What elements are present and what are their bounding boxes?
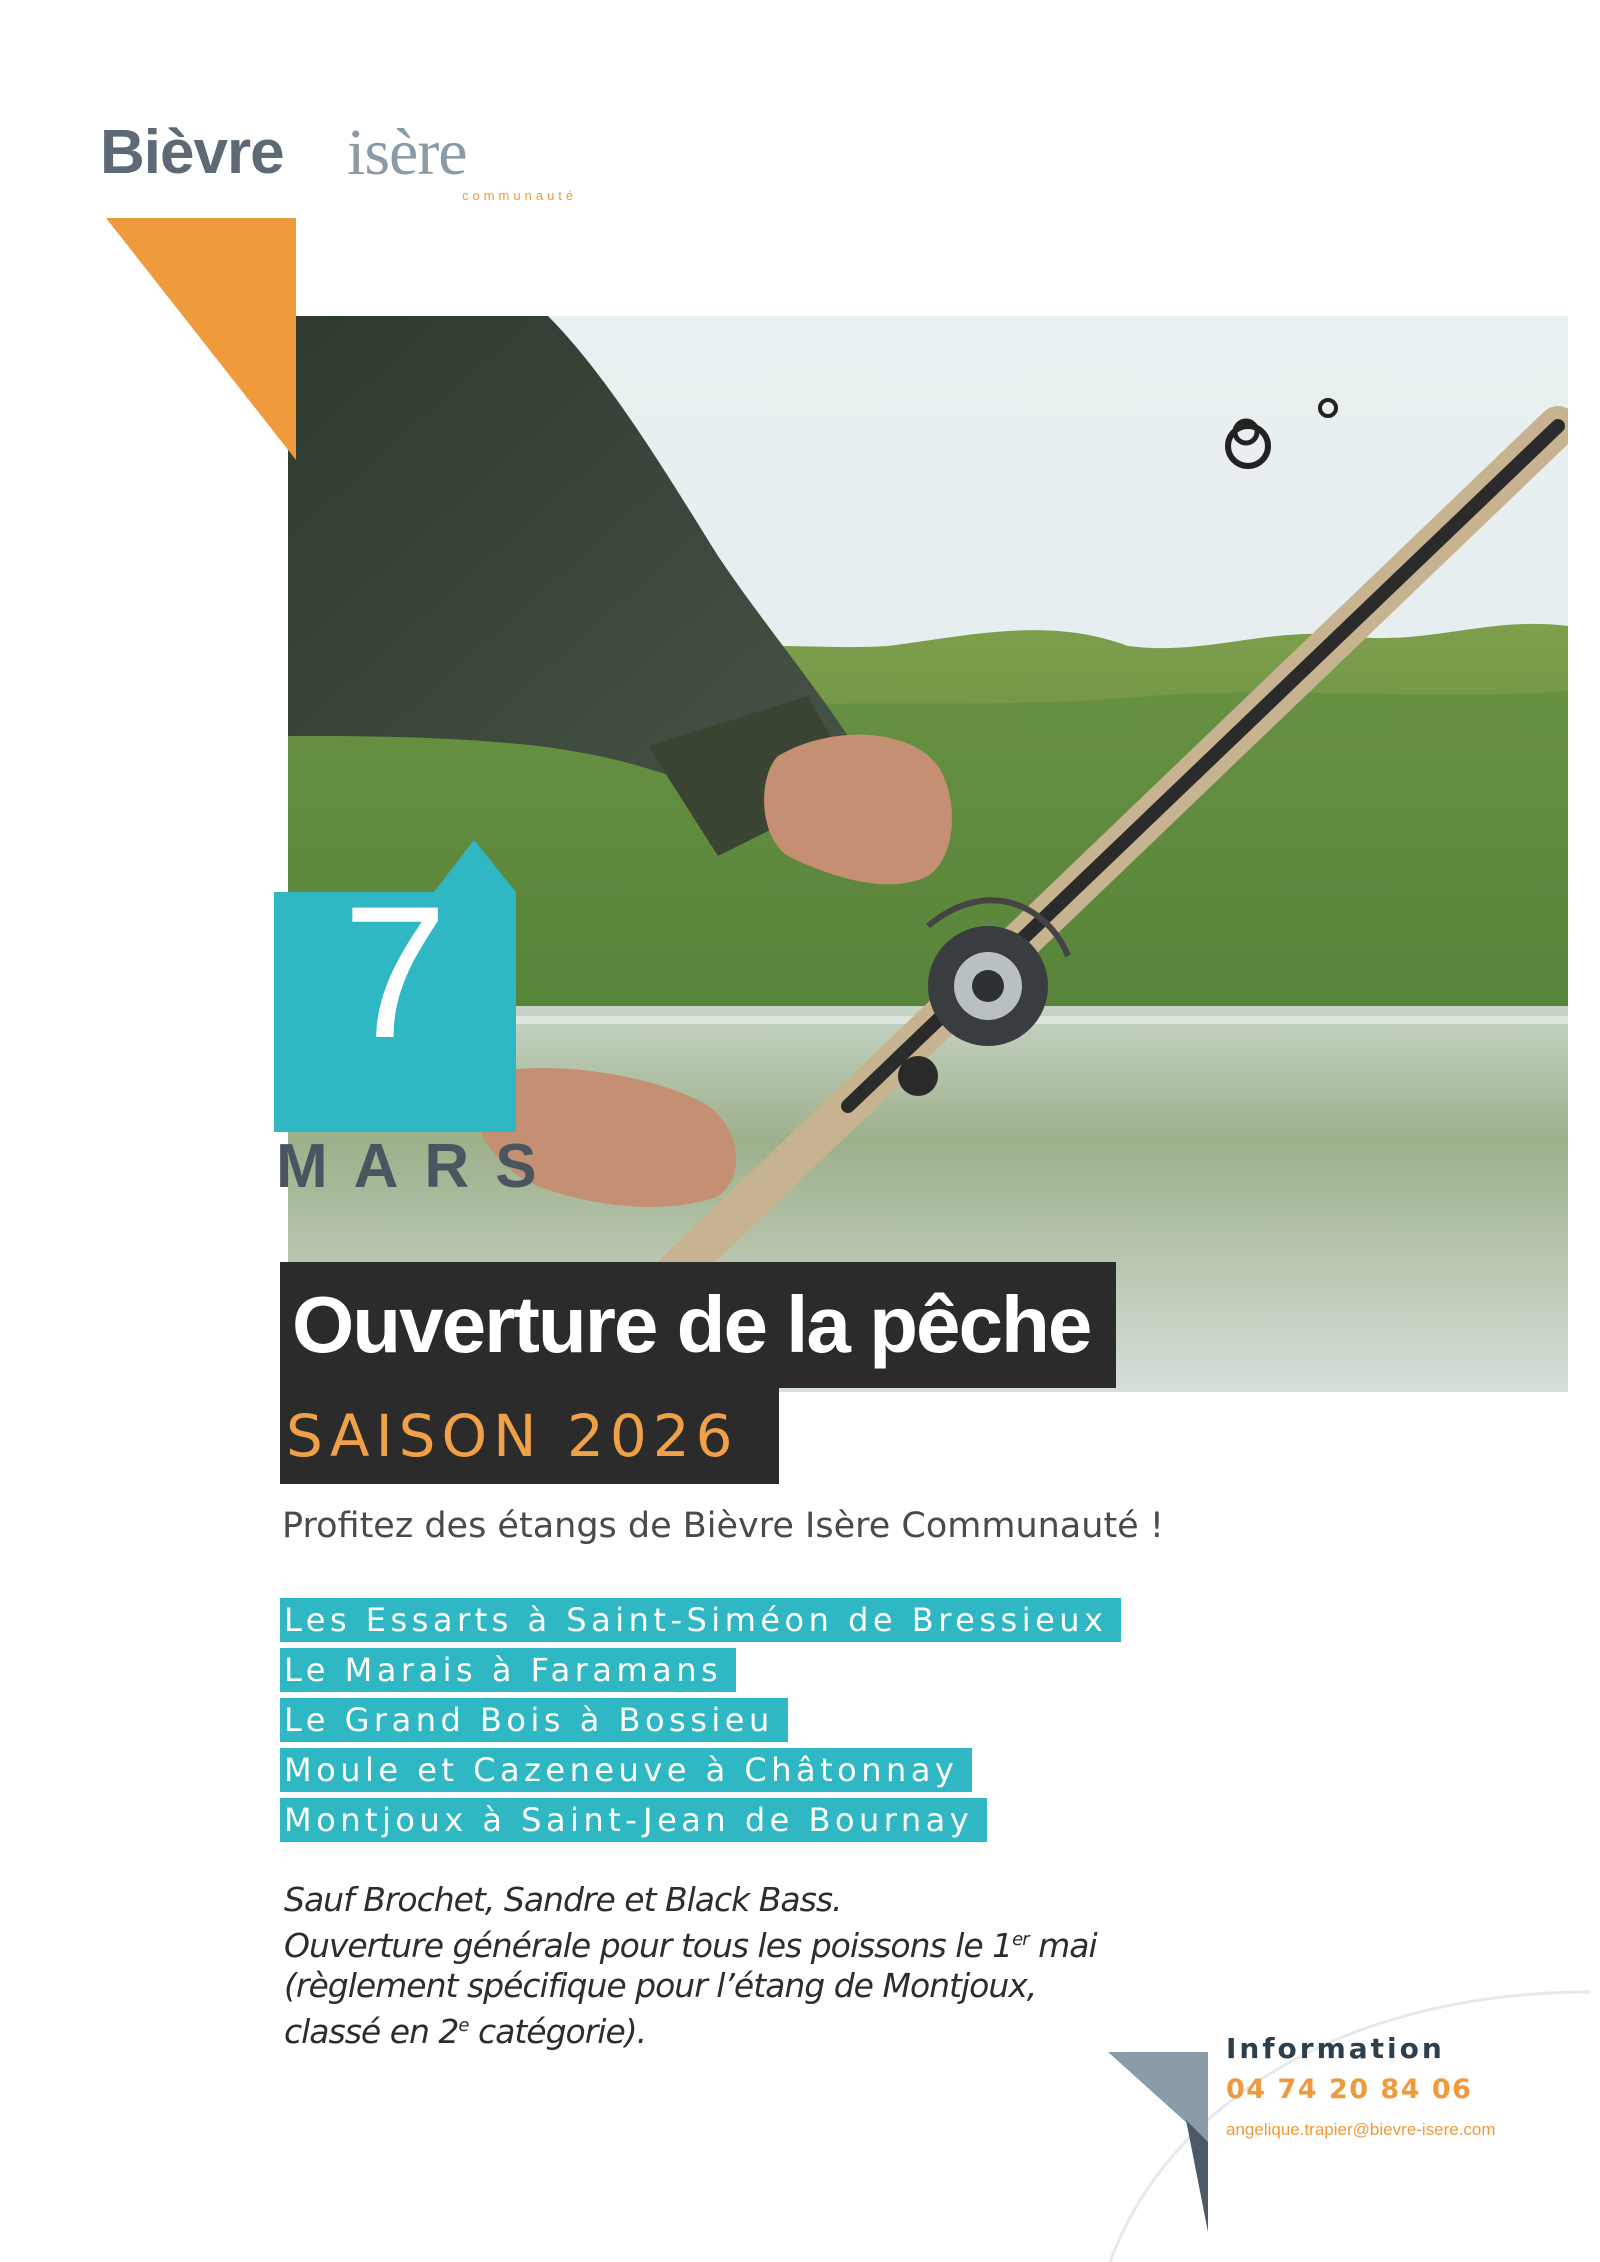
bievre-isere-logo [100,116,578,228]
date-month: MARS [276,1132,563,1201]
info-phone[interactable]: 04 74 20 84 06 [1226,2074,1473,2105]
pond-item-montjoux: Montjoux à Saint-Jean de Bournay [280,1798,987,1842]
logo-bievre-text: Bièvre [100,118,284,187]
pond-list [280,1598,1121,1848]
notes-line-2: Ouverture générale pour tous les poissons le 1er mai [284,1926,1097,1965]
info-title: Information [1226,2032,1445,2065]
pond-item-moule-cazeneuve: Moule et Cazeneuve à Châtonnay [280,1748,972,1792]
pond-item-les-essarts: Les Essarts à Saint-Siméon de Bressieux [280,1598,1121,1642]
pond-item-le-marais: Le Marais à Faramans [280,1648,736,1692]
season-subtitle: SAISON 2026 [280,1388,779,1484]
date-day: 7 [342,867,448,1077]
logo-isere-text: isère [347,116,467,189]
page-title: Ouverture de la pêche [280,1262,1116,1388]
orange-triangle-decoration [106,218,296,460]
notes-line-1: Sauf Brochet, Sandre et Black Bass. [284,1880,842,1919]
notes-line-3: (règlement spécifique pour l’étang de Montjoux, [284,1966,1037,2005]
intro-text: Profitez des étangs de Bièvre Isère Communauté ! [282,1506,1164,1546]
regulation-notes [284,1880,1224,2052]
notes-line-4: classé en 2e catégorie). [284,2012,647,2051]
info-email[interactable]: angelique.trapier@bievre-isere.com [1226,2120,1496,2139]
logo-communaute-text: communauté [462,188,578,203]
pond-item-le-grand-bois: Le Grand Bois à Bossieu [280,1698,788,1742]
